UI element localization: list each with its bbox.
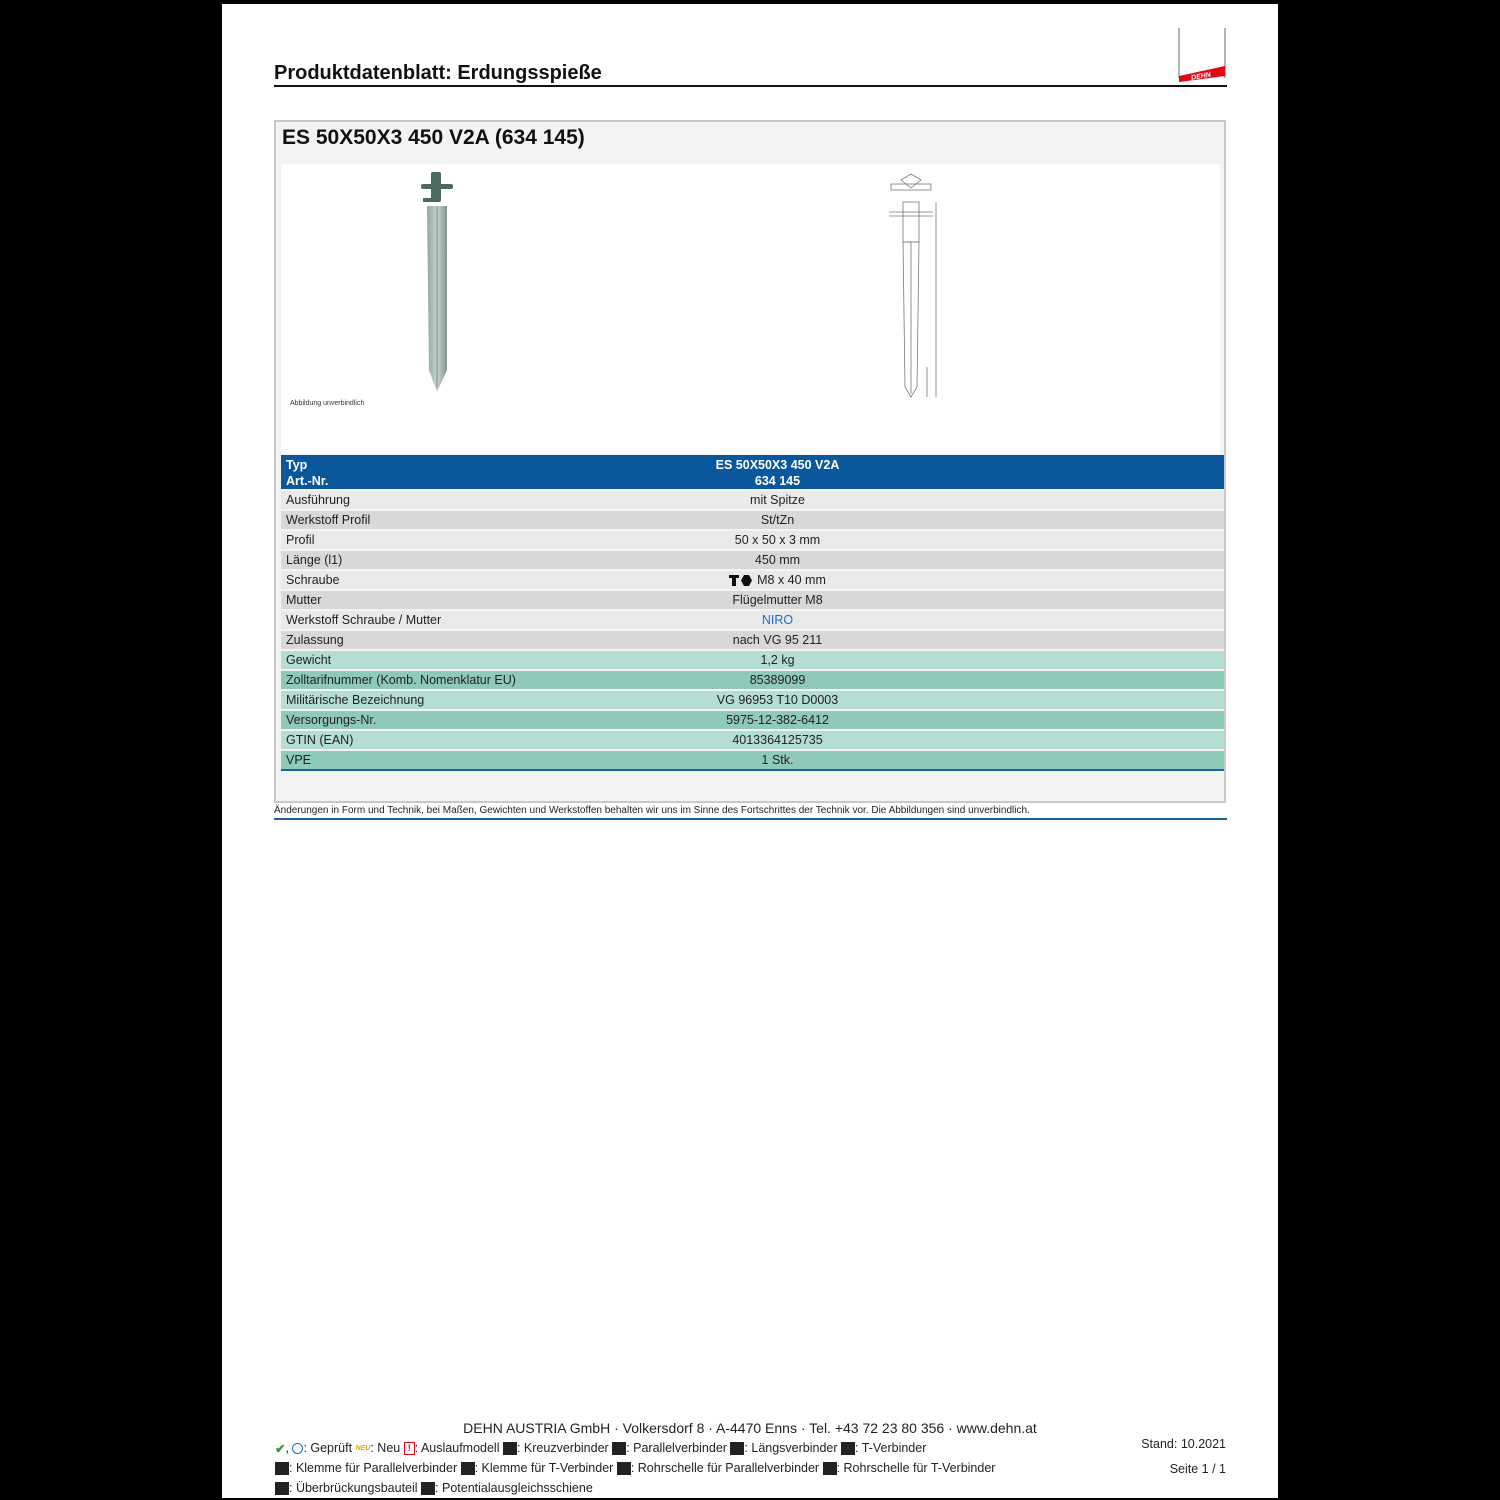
checkmark-icon: ✔: [275, 1442, 286, 1457]
row-value-text: M8 x 40 mm: [757, 573, 826, 587]
new-badge-icon: NEU: [355, 1445, 371, 1453]
legend-line-3: [275, 1481, 593, 1495]
row-label: Gewicht: [286, 653, 332, 667]
header-value: ES 50X50X3 450 V2A: [715, 458, 840, 472]
spec-table: [281, 455, 1224, 771]
dehn-logo: [1177, 28, 1227, 84]
table-row: [281, 591, 1224, 609]
product-box: [274, 120, 1226, 803]
row-value: 5975-12-382-6412: [726, 713, 829, 727]
row-label: Schraube: [286, 573, 340, 587]
table-row: [281, 611, 1224, 629]
row-label: Werkstoff Schraube / Mutter: [286, 613, 442, 627]
table-row: [281, 631, 1224, 649]
header-row-typ: [281, 457, 1224, 473]
table-row: [281, 491, 1224, 509]
header-label: Art.-Nr.: [286, 474, 329, 488]
legend-line-2: [275, 1461, 995, 1475]
legend-kreuz: : Kreuzverbinder: [516, 1441, 609, 1455]
image-area: [281, 164, 1220, 454]
header-value: 634 145: [754, 474, 801, 488]
row-label: Zolltarifnummer (Komb. Nomenklatur EU): [286, 673, 516, 687]
table-row: [281, 671, 1224, 689]
footer-page-number: Seite 1 / 1: [1169, 1462, 1226, 1476]
product-photo: [417, 170, 457, 394]
legend-rohr-parallel: : Rohrschelle für Parallelverbinder: [630, 1461, 820, 1475]
pipe-clamp-parallel-icon: [617, 1462, 631, 1475]
cross-connector-icon: [503, 1442, 517, 1455]
spec-rows: [281, 491, 1224, 769]
row-label: Länge (l1): [286, 553, 343, 567]
parallel-clamp-icon: [275, 1462, 289, 1475]
legend-ueberbrueckung: : Überbrückungsbauteil: [289, 1481, 418, 1495]
table-row: [281, 731, 1224, 749]
header-divider: [274, 85, 1227, 87]
row-value: 4013364125735: [732, 733, 823, 747]
row-value: Flügelmutter M8: [732, 593, 823, 607]
t-connector-icon: [841, 1442, 855, 1455]
spec-table-header: [281, 455, 1224, 489]
legend-potential: : Potentialausgleichsschiene: [435, 1481, 593, 1495]
datasheet-page: [222, 4, 1278, 1498]
legend-auslauf: : Auslaufmodell: [414, 1441, 500, 1455]
header-label: Typ: [286, 458, 308, 472]
legend-laengs: : Längsverbinder: [744, 1441, 838, 1455]
header-row-artnr: [281, 473, 1224, 489]
row-label: GTIN (EAN): [286, 733, 354, 747]
row-value: 450 mm: [754, 553, 801, 567]
row-label: VPE: [286, 753, 312, 767]
row-label: Werkstoff Profil: [286, 513, 371, 527]
table-row: [281, 551, 1224, 569]
row-value: 1 Stk.: [761, 753, 794, 767]
row-label: Mutter: [286, 593, 322, 607]
disclaimer: Änderungen in Form und Technik, bei Maßen, Gewichten und Werkstoffen behalten wir uns im Sinne des Fortschrittes der Technik vor. Die Abbildungen sind unverbindlich.: [274, 805, 1030, 816]
row-value: mit Spitze: [750, 493, 805, 507]
product-title: ES 50X50X3 450 V2A (634 145): [282, 126, 585, 149]
svg-text:DEHN: DEHN: [1190, 71, 1212, 82]
discontinued-icon: !: [404, 1442, 415, 1455]
row-value: 85389099: [749, 673, 806, 687]
table-row: [281, 651, 1224, 669]
legend-geprueft: : Geprüft: [303, 1441, 353, 1455]
legend-line-1: ✔, : Geprüft NEU: Neu ! : Auslaufmodell : Kreuzverbinder : Parallelverbinder : Längsverbinder : T-Verbinder: [275, 1441, 927, 1457]
table-row: [281, 751, 1224, 769]
row-label: Zulassung: [286, 633, 344, 647]
footer-address: DEHN AUSTRIA GmbH · Volkersdorf 8 · A-4470 Enns · Tel. +43 72 23 80 356 · www.dehn.at: [463, 1420, 1037, 1436]
legend-klemme-t: : Klemme für T-Verbinder: [474, 1461, 614, 1475]
row-value[interactable]: NIRO: [761, 613, 794, 627]
table-row: [281, 531, 1224, 549]
longitudinal-connector-icon: [730, 1442, 744, 1455]
row-label: Militärische Bezeichnung: [286, 693, 425, 707]
table-bottom-rule: [281, 769, 1224, 771]
approved-seal-icon: [292, 1443, 303, 1454]
technical-drawing: [881, 172, 941, 404]
row-value: 50 x 50 x 3 mm: [734, 533, 821, 547]
row-value: [616, 573, 1224, 587]
table-row: [281, 571, 1224, 589]
legend-neu: : Neu: [370, 1441, 401, 1455]
row-label: Versorgungs-Nr.: [286, 713, 377, 727]
hex-bolt-icon: [729, 575, 753, 586]
equipotential-bar-icon: [421, 1482, 435, 1495]
row-value: nach VG 95 211: [732, 633, 823, 647]
legend-rohr-t: : Rohrschelle für T-Verbinder: [836, 1461, 996, 1475]
t-clamp-icon: [461, 1462, 475, 1475]
row-label: Profil: [286, 533, 315, 547]
pipe-clamp-t-icon: [823, 1462, 837, 1475]
disclaimer-rule: [274, 818, 1227, 820]
table-row: [281, 711, 1224, 729]
legend-klemme-parallel: : Klemme für Parallelverbinder: [289, 1461, 458, 1475]
row-value: VG 96953 T10 D0003: [716, 693, 839, 707]
page-title: Produktdatenblatt: Erdungsspieße: [274, 62, 602, 84]
legend-parallel: : Parallelverbinder: [626, 1441, 727, 1455]
bridging-component-icon: [275, 1482, 289, 1495]
row-label: Ausführung: [286, 493, 350, 507]
table-row: [281, 691, 1224, 709]
legend-t-verbinder: : T-Verbinder: [855, 1441, 927, 1455]
parallel-connector-icon: [612, 1442, 626, 1455]
row-value: St/tZn: [760, 513, 795, 527]
row-value: 1,2 kg: [760, 653, 795, 667]
image-caption: Abbildung unverbindlich: [290, 400, 365, 407]
footer-stand: Stand: 10.2021: [1141, 1437, 1226, 1451]
table-row: [281, 511, 1224, 529]
